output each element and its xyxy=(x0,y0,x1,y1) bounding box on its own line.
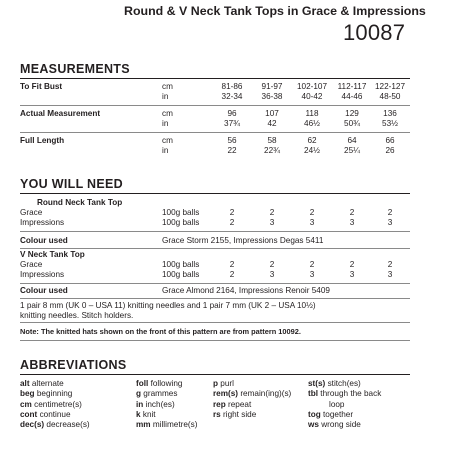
measurement-value-cm: 122-127 xyxy=(374,82,406,91)
vneck-colour-value: Grace Almond 2164, Impressions Renoir 5409 xyxy=(162,286,330,295)
yarn-ball-count: 3 xyxy=(387,270,393,279)
yarn-ball-count: 3 xyxy=(349,218,355,227)
yarn-ball-count: 3 xyxy=(269,270,275,279)
abbreviation-term: alt xyxy=(20,379,30,388)
yarn-name: Grace xyxy=(20,260,43,269)
yarn-ball-count: 2 xyxy=(229,260,235,269)
yarn-ball-count: 2 xyxy=(349,208,355,217)
round-colour-divider xyxy=(20,248,410,249)
measurement-value-in: 40-42 xyxy=(301,92,323,101)
measurement-value-in: 42 xyxy=(267,119,277,128)
measurement-divider xyxy=(20,132,410,133)
yarn-ball-count: 2 xyxy=(309,260,315,269)
needles-divider xyxy=(20,322,410,323)
measurement-value-in: 25¼ xyxy=(344,146,360,155)
measurement-value-in: 32-34 xyxy=(221,92,243,101)
abbreviation-meaning: purl xyxy=(220,379,234,388)
abbreviation-meaning: repeat xyxy=(228,399,252,409)
pattern-note: Note: The knitted hats shown on the front of this pattern are from pattern 10092. xyxy=(20,327,301,336)
abbreviation-term: beg xyxy=(20,389,35,399)
abbreviation-entry xyxy=(308,420,381,430)
abbreviation-meaning: grammes xyxy=(143,389,178,399)
abbreviation-entry xyxy=(136,400,197,410)
measurement-value-in: 36-38 xyxy=(261,92,283,101)
abbreviation-entry xyxy=(308,400,381,410)
abbreviation-entry xyxy=(20,379,90,389)
abbreviation-column xyxy=(136,379,197,430)
abbreviation-meaning: decrease(s) xyxy=(46,420,90,430)
yarn-ball-count: 3 xyxy=(309,270,315,279)
abbreviation-term: tbl xyxy=(308,389,319,399)
measurement-value-cm: 129 xyxy=(345,109,359,118)
yarn-unit: 100g balls xyxy=(162,270,200,279)
abbreviation-meaning: remain(ing)(s) xyxy=(240,389,292,399)
abbreviation-column xyxy=(213,379,291,420)
measurement-value-cm: 112-117 xyxy=(337,82,367,91)
abbreviation-meaning: right side xyxy=(223,409,257,419)
measurement-unit-in: in xyxy=(162,92,169,101)
pattern-title: Round & V Neck Tank Tops in Grace & Impressions xyxy=(124,4,426,18)
abbreviation-entry xyxy=(213,379,291,389)
abbreviation-meaning: centimetre(s) xyxy=(34,399,82,409)
yarn-ball-count: 3 xyxy=(309,218,315,227)
measurement-value-cm: 102-107 xyxy=(296,82,328,91)
measurement-value-cm: 96 xyxy=(227,109,237,118)
measurement-value-in: 37¾ xyxy=(224,119,240,128)
yarn-ball-count: 2 xyxy=(269,208,275,217)
abbreviation-entry xyxy=(213,400,291,410)
measurement-label: To Fit Bust xyxy=(20,82,63,91)
measurement-label: Full Length xyxy=(20,136,65,145)
measurement-unit-in: in xyxy=(162,119,169,128)
measurement-value-cm: 136 xyxy=(383,109,397,118)
yarn-unit: 100g balls xyxy=(162,260,200,269)
measurement-value-in: 53½ xyxy=(382,119,398,128)
yarn-name: Impressions xyxy=(20,270,65,279)
abbreviation-term: ws xyxy=(308,420,319,430)
yarn-ball-count: 2 xyxy=(229,208,235,217)
measurement-value-in: 44-46 xyxy=(341,92,363,101)
abbreviations-heading: ABBREVIATIONS xyxy=(20,358,127,372)
abbreviation-entry xyxy=(20,389,90,399)
abbreviation-term: rep xyxy=(213,399,226,409)
abbreviation-entry xyxy=(213,410,291,420)
you-will-need-rule xyxy=(20,193,410,194)
abbreviations-rule xyxy=(20,374,410,375)
yarn-name: Impressions xyxy=(20,218,65,227)
round-colour-label: Colour used xyxy=(20,236,68,245)
yarn-ball-count: 3 xyxy=(269,218,275,227)
measurement-value-cm: 91-97 xyxy=(261,82,283,91)
abbreviation-term: rs xyxy=(213,409,221,419)
yarn-name: Grace xyxy=(20,208,43,217)
abbreviation-meaning: inch(es) xyxy=(145,399,175,409)
abbreviation-term: cont xyxy=(20,409,38,419)
yarn-ball-count: 3 xyxy=(349,270,355,279)
measurement-unit-cm: cm xyxy=(162,109,173,118)
measurement-value-in: 26 xyxy=(385,146,395,155)
measurement-value-cm: 64 xyxy=(347,136,357,145)
abbreviation-term: cm xyxy=(20,399,32,409)
abbreviation-column xyxy=(20,379,90,430)
abbreviation-meaning: stitch(es) xyxy=(327,379,361,388)
abbreviation-term: tog xyxy=(308,409,321,419)
abbreviation-term: mm xyxy=(136,420,151,430)
yarn-ball-count: 2 xyxy=(387,260,393,269)
yarn-unit: 100g balls xyxy=(162,218,200,227)
measurement-value-in: 48-50 xyxy=(379,92,401,101)
yarn-ball-count: 2 xyxy=(229,218,235,227)
measurement-value-cm: 81-86 xyxy=(221,82,243,91)
measurement-value-in: 46½ xyxy=(304,119,320,128)
abbreviation-entry xyxy=(20,400,90,410)
abbreviation-meaning: millimetre(s) xyxy=(152,420,198,430)
measurement-value-cm: 58 xyxy=(267,136,277,145)
measurement-value-in: 22¾ xyxy=(264,146,280,155)
abbreviation-meaning: wrong side xyxy=(321,420,361,430)
abbreviation-term: in xyxy=(136,399,144,409)
abbreviation-entry xyxy=(136,379,197,389)
pattern-number: 10087 xyxy=(343,20,406,45)
round-neck-title: Round Neck Tank Top xyxy=(37,198,123,207)
round-divider xyxy=(20,231,410,232)
yarn-ball-count: 2 xyxy=(309,208,315,217)
abbreviation-term: k xyxy=(136,409,141,419)
abbreviation-entry xyxy=(308,389,381,399)
yarn-unit: 100g balls xyxy=(162,208,200,217)
vneck-colour-divider xyxy=(20,298,410,299)
abbreviation-meaning: loop xyxy=(329,399,345,409)
abbreviation-meaning: knit xyxy=(142,409,156,419)
measurement-value-cm: 118 xyxy=(305,109,319,118)
yarn-ball-count: 2 xyxy=(229,270,235,279)
you-will-need-heading: YOU WILL NEED xyxy=(20,177,123,191)
measurement-unit-cm: cm xyxy=(162,136,173,145)
abbreviation-entry xyxy=(20,410,90,420)
abbreviation-meaning: alternate xyxy=(31,379,64,388)
round-colour-value: Grace Storm 2155, Impressions Degas 5411 xyxy=(162,236,324,245)
measurement-value-in: 24½ xyxy=(304,146,320,155)
abbreviation-term: st(s) xyxy=(308,379,326,388)
abbreviation-term: p xyxy=(213,379,219,388)
abbreviation-entry xyxy=(213,389,291,399)
measurement-unit-in: in xyxy=(162,146,169,155)
vneck-title: V Neck Tank Top xyxy=(20,250,85,259)
measurement-divider xyxy=(20,105,410,106)
abbreviation-meaning: together xyxy=(323,409,354,419)
abbreviation-entry xyxy=(136,420,197,430)
vneck-divider xyxy=(20,283,410,284)
yarn-ball-count: 2 xyxy=(269,260,275,269)
abbreviation-meaning: through the back xyxy=(320,389,382,399)
measurement-value-cm: 107 xyxy=(265,109,279,118)
measurement-value-cm: 56 xyxy=(227,136,237,145)
yarn-ball-count: 2 xyxy=(387,208,393,217)
measurement-unit-cm: cm xyxy=(162,82,173,91)
abbreviation-entry xyxy=(136,389,197,399)
abbreviation-entry xyxy=(20,420,90,430)
abbreviation-meaning: beginning xyxy=(36,389,73,399)
abbreviation-meaning: continue xyxy=(39,409,71,419)
measurement-value-cm: 66 xyxy=(385,136,395,145)
abbreviation-term: rem(s) xyxy=(213,389,239,399)
measurements-rule xyxy=(20,78,410,79)
measurements-heading: MEASUREMENTS xyxy=(20,62,130,76)
measurement-value-in: 50¾ xyxy=(344,119,360,128)
needles-line-2: knitting needles. Stitch holders. xyxy=(20,311,134,320)
abbreviation-entry xyxy=(136,410,197,420)
measurement-value-cm: 62 xyxy=(307,136,317,145)
measurement-label: Actual Measurement xyxy=(20,109,101,118)
yarn-ball-count: 2 xyxy=(349,260,355,269)
abbreviation-term: foll xyxy=(136,379,149,388)
abbreviation-term: dec(s) xyxy=(20,420,45,430)
abbreviation-entry xyxy=(308,379,381,389)
vneck-colour-label: Colour used xyxy=(20,286,68,295)
measurement-value-in: 22 xyxy=(227,146,237,155)
abbreviation-term: g xyxy=(136,389,142,399)
abbreviation-entry xyxy=(308,410,381,420)
note-divider xyxy=(20,340,410,341)
abbreviation-meaning: following xyxy=(150,379,183,388)
abbreviation-column xyxy=(308,379,381,430)
needles-line-1: 1 pair 8 mm (UK 0 – USA 11) knitting needles and 1 pair 7 mm (UK 2 – USA 10½) xyxy=(20,301,316,310)
yarn-ball-count: 3 xyxy=(387,218,393,227)
